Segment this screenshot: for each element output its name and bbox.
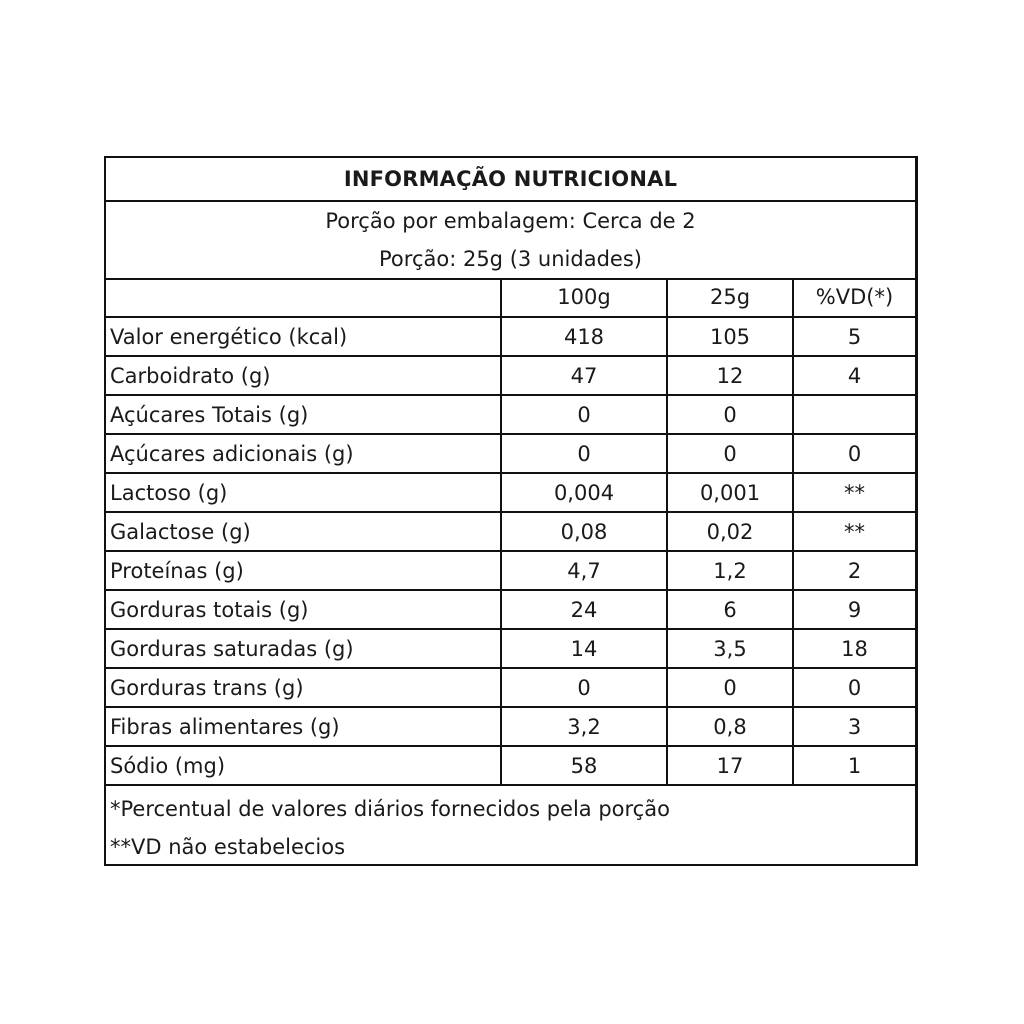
nutrient-name: Gorduras trans (g) bbox=[106, 668, 501, 707]
value-daily-percent: 0 bbox=[793, 668, 915, 707]
table-header-row bbox=[106, 278, 915, 317]
value-per-25g: 0,001 bbox=[667, 473, 793, 512]
table-row bbox=[106, 395, 915, 434]
table-row bbox=[106, 668, 915, 707]
value-per-25g: 17 bbox=[667, 746, 793, 785]
nutrition-facts-panel bbox=[104, 156, 918, 866]
value-per-100g: 0 bbox=[501, 395, 667, 434]
nutrient-name: Galactose (g) bbox=[106, 512, 501, 551]
value-per-25g: 12 bbox=[667, 356, 793, 395]
footnote-not-established: **VD não estabelecios bbox=[110, 835, 346, 859]
nutrient-name: Valor energético (kcal) bbox=[106, 317, 501, 356]
value-daily-percent: 0 bbox=[793, 434, 915, 473]
value-per-100g: 14 bbox=[501, 629, 667, 668]
table-row bbox=[106, 590, 915, 629]
nutrient-name: Açúcares Totais (g) bbox=[106, 395, 501, 434]
nutrient-name: Gorduras totais (g) bbox=[106, 590, 501, 629]
column-header-25g: 25g bbox=[667, 278, 793, 317]
value-daily-percent: 18 bbox=[793, 629, 915, 668]
value-daily-percent bbox=[793, 395, 915, 434]
table-row bbox=[106, 629, 915, 668]
nutrient-name: Gorduras saturadas (g) bbox=[106, 629, 501, 668]
nutrient-name: Proteínas (g) bbox=[106, 551, 501, 590]
value-per-100g: 0 bbox=[501, 668, 667, 707]
value-per-100g: 24 bbox=[501, 590, 667, 629]
value-per-100g: 418 bbox=[501, 317, 667, 356]
portion-size: Porção: 25g (3 unidades) bbox=[379, 247, 642, 271]
value-per-25g: 0 bbox=[667, 395, 793, 434]
value-per-25g: 3,5 bbox=[667, 629, 793, 668]
serving-info bbox=[106, 200, 915, 280]
nutrition-title: INFORMAÇÃO NUTRICIONAL bbox=[106, 158, 915, 202]
value-per-100g: 0,004 bbox=[501, 473, 667, 512]
table-row bbox=[106, 551, 915, 590]
value-per-100g: 0,08 bbox=[501, 512, 667, 551]
value-per-25g: 105 bbox=[667, 317, 793, 356]
value-per-100g: 0 bbox=[501, 434, 667, 473]
nutrient-name: Fibras alimentares (g) bbox=[106, 707, 501, 746]
value-daily-percent: 5 bbox=[793, 317, 915, 356]
value-per-25g: 6 bbox=[667, 590, 793, 629]
value-per-25g: 0,02 bbox=[667, 512, 793, 551]
table-row bbox=[106, 356, 915, 395]
value-per-25g: 0 bbox=[667, 434, 793, 473]
servings-per-package: Porção por embalagem: Cerca de 2 bbox=[325, 209, 696, 233]
nutrient-name: Açúcares adicionais (g) bbox=[106, 434, 501, 473]
value-per-25g: 0 bbox=[667, 668, 793, 707]
footnote-daily-values: *Percentual de valores diários fornecidos pela porção bbox=[110, 797, 670, 821]
table-row bbox=[106, 746, 915, 785]
table-row bbox=[106, 512, 915, 551]
table-row bbox=[106, 707, 915, 746]
value-daily-percent: ** bbox=[793, 473, 915, 512]
value-daily-percent: 1 bbox=[793, 746, 915, 785]
value-per-100g: 58 bbox=[501, 746, 667, 785]
nutrient-name: Lactoso (g) bbox=[106, 473, 501, 512]
value-per-25g: 0,8 bbox=[667, 707, 793, 746]
column-header-nutrient bbox=[106, 278, 501, 317]
value-per-100g: 3,2 bbox=[501, 707, 667, 746]
value-daily-percent: 4 bbox=[793, 356, 915, 395]
table-row bbox=[106, 317, 915, 356]
value-daily-percent: 9 bbox=[793, 590, 915, 629]
nutrient-name: Sódio (mg) bbox=[106, 746, 501, 785]
value-per-25g: 1,2 bbox=[667, 551, 793, 590]
table-row bbox=[106, 434, 915, 473]
column-header-100g: 100g bbox=[501, 278, 667, 317]
value-per-100g: 4,7 bbox=[501, 551, 667, 590]
value-per-100g: 47 bbox=[501, 356, 667, 395]
value-daily-percent: 3 bbox=[793, 707, 915, 746]
column-header-vd: %VD(*) bbox=[793, 278, 915, 317]
nutrition-table bbox=[106, 278, 915, 786]
value-daily-percent: ** bbox=[793, 512, 915, 551]
nutrient-name: Carboidrato (g) bbox=[106, 356, 501, 395]
value-daily-percent: 2 bbox=[793, 551, 915, 590]
footnotes bbox=[106, 787, 915, 866]
table-row bbox=[106, 473, 915, 512]
